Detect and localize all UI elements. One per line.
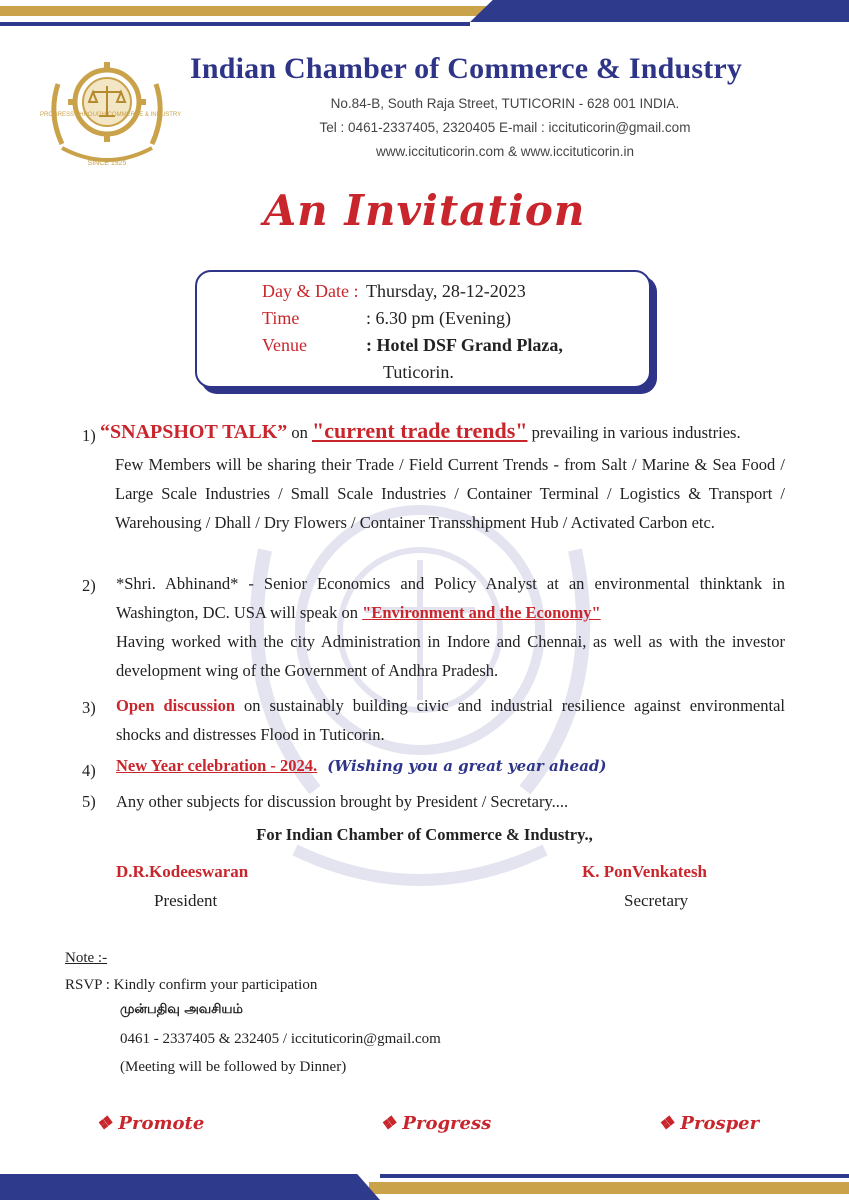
- top-gold-band: [0, 6, 520, 16]
- venue-label: Venue: [262, 335, 307, 355]
- item3-body: [116, 691, 785, 749]
- item2-body: [116, 569, 785, 685]
- org-name: Indian Chamber of Commerce & Industry: [190, 52, 743, 85]
- event-venue-row: [262, 335, 563, 356]
- bottom-gold-band: [369, 1182, 849, 1194]
- footer-promote-text: Promote: [118, 1113, 205, 1134]
- item2-number: 2): [82, 576, 96, 595]
- footer-progress: [380, 1113, 491, 1134]
- item1-snapshot: “SNAPSHOT TALK”: [100, 421, 288, 443]
- item1-trends: "current trade trends": [312, 418, 528, 443]
- item4-body: [116, 756, 607, 776]
- bullet-icon: ❖: [96, 1113, 113, 1134]
- item3-number: 3): [82, 698, 96, 717]
- page-title: An Invitation: [263, 186, 586, 235]
- time-value: : 6.30 pm (Evening): [366, 308, 511, 328]
- item3-text: on sustainably building civic and industrial resilience against environmental shocks and distresses Flood in Tuticorin.: [116, 696, 786, 744]
- date-value: Thursday, 28-12-2023: [366, 281, 526, 301]
- president-name: D.R.Kodeeswaran: [116, 862, 249, 881]
- note-dinner: (Meeting will be followed by Dinner): [120, 1059, 347, 1075]
- top-blue-band: [470, 0, 849, 22]
- venue-value: : Hotel DSF Grand Plaza,: [366, 335, 563, 355]
- logo-since: SINCE 1925: [87, 160, 127, 167]
- event-time-row: [262, 308, 511, 329]
- note-heading: Note :-: [65, 950, 108, 966]
- venue-city: Tuticorin.: [383, 362, 454, 382]
- item1-tail: prevailing in various industries.: [527, 423, 741, 442]
- chamber-logo: [44, 44, 170, 174]
- footer-progress-text: Progress: [402, 1113, 492, 1134]
- item4-wish: (Wishing you a great year ahead): [327, 757, 607, 775]
- bottom-blue-band: [0, 1174, 380, 1200]
- item1-on: on: [287, 423, 313, 442]
- bottom-blue-rule: [380, 1174, 849, 1178]
- org-contact: Tel : 0461-2337405, 2320405 E-mail : iccituticorin@gmail.com: [319, 120, 691, 135]
- footer-prosper: [658, 1113, 759, 1134]
- org-address: No.84-B, South Raja Street, TUTICORIN - 628 001 INDIA.: [330, 96, 680, 111]
- item2-line2: Having worked with the city Administration in Indore and Chennai, as well as with the investor development wing of the Government of Andhra Pradesh.: [116, 632, 785, 680]
- note-rsvp: RSVP : Kindly confirm your participation: [65, 977, 318, 993]
- bullet-icon: ❖: [658, 1113, 675, 1134]
- time-label: Time: [262, 308, 300, 328]
- org-websites: www.iccituticorin.com & www.iccituticorin.in: [375, 144, 635, 159]
- item5-number: 5): [82, 792, 96, 811]
- item1-body: Few Members will be sharing their Trade / Field Current Trends - from Salt / Marine & Sea Food / Large Scale Industries / Small Scale Industries / Container Terminal / Logistics & Transport / Warehousing / Dhall / Dry Flowers / Container Transshipment Hub / Activated Carbon etc.: [115, 455, 785, 532]
- secretary-role: Secretary: [624, 891, 689, 910]
- footer-promote: [96, 1113, 204, 1134]
- date-label: Day & Date :: [262, 281, 359, 301]
- note-contact: 0461 - 2337405 & 232405 / iccituticorin@gmail.com: [120, 1031, 441, 1047]
- item1-title: [100, 418, 800, 444]
- item1-number: 1): [82, 426, 96, 445]
- secretary-name: K. PonVenkatesh: [582, 862, 708, 881]
- item5-text: Any other subjects for discussion brought by President / Secretary....: [116, 792, 569, 811]
- item2-highlight: "Environment and the Economy": [362, 603, 601, 622]
- note-tamil: முன்பதிவு அவசியம்: [120, 1002, 244, 1017]
- logo-motto: PROGRESS THROUGH COMMERCE & INDUSTRY: [40, 112, 182, 118]
- item4-number: 4): [82, 761, 96, 780]
- president-role: President: [154, 891, 218, 910]
- bullet-icon: ❖: [380, 1113, 397, 1134]
- item3-highlight: Open discussion: [116, 696, 236, 715]
- footer-prosper-text: Prosper: [680, 1113, 760, 1134]
- signature-org: For Indian Chamber of Commerce & Industry.,: [256, 825, 593, 844]
- item4-highlight: New Year celebration - 2024.: [116, 756, 318, 775]
- event-date-row: [262, 281, 526, 302]
- top-blue-rule: [0, 22, 470, 26]
- item2-line1: *Shri. Abhinand* - Senior Economics and Policy Analyst at an environmental thinktank in Washington, DC. USA will speak on: [116, 574, 785, 622]
